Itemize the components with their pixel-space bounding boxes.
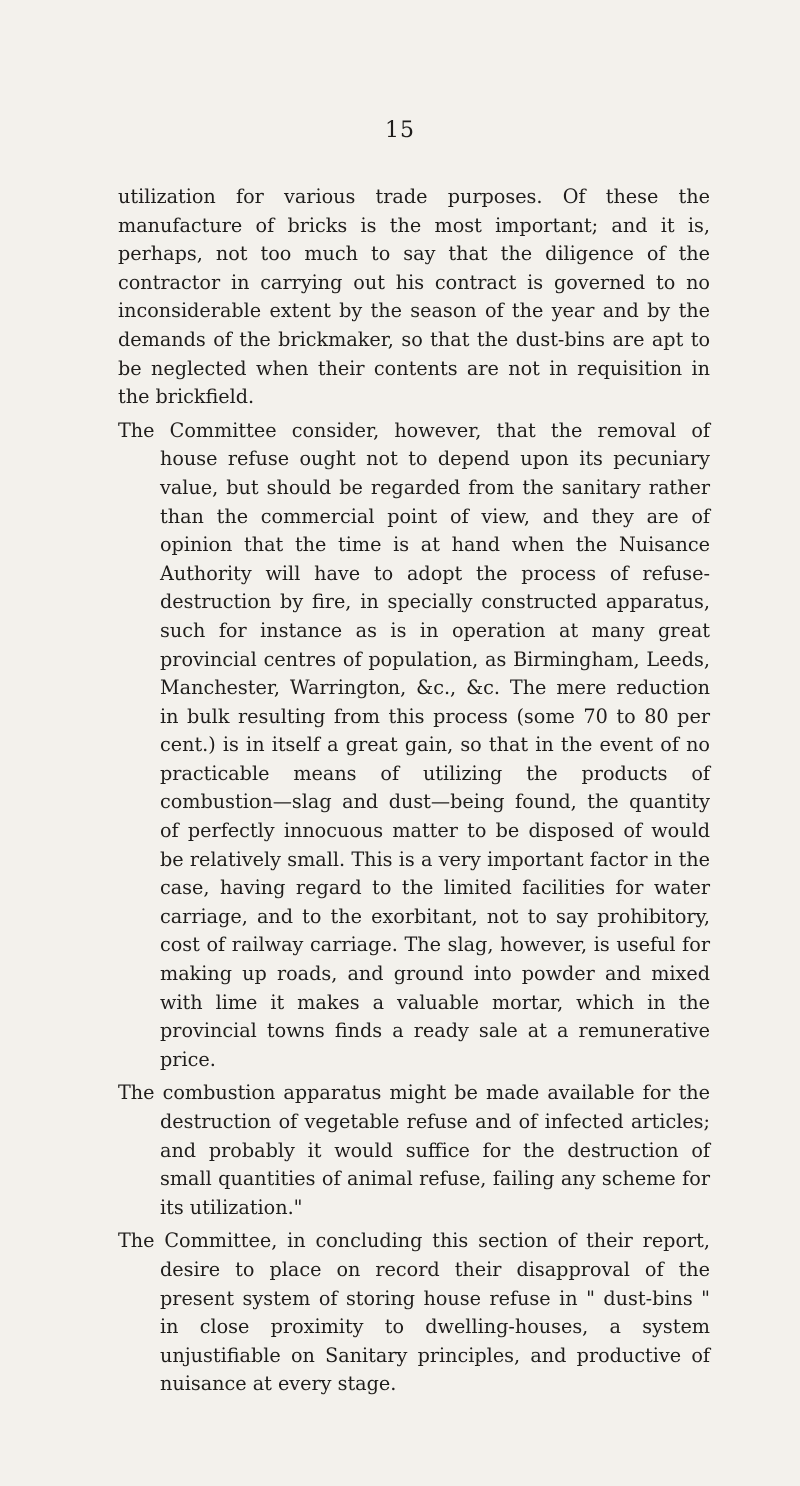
paragraph-refuse-destruction: The Committee consider, however, that the removal of house refuse ought not to depend upon its pecuniary value, but should be regarded from the sanitary rather than the commercial point of view, and they are of opinion that the time is at hand when the Nuisance Authority will have to adopt the process of refuse-destruction by fire, in specially constructed apparatus, such for instance as is in operation at many great provincial centres of population, as Birmingham, Leeds, Manchester, Warrington, &c., &c. The mere reduction in bulk resulting from this process (some 70 to 80 per cent.) is in itself a great gain, so that in the event of no practicable means of utilizing the products of combustion—slag and dust—being found, the quantity of perfectly innocuous matter to be disposed of would be relatively small. This is a very important factor in the case, having regard to the limited facilities for water carriage, and to the exorbitant, not to say prohibitory, cost of railway carriage. The slag, however, is useful for making up roads, and ground into powder and mixed with lime it makes a valuable mortar, which in the provincial towns finds a ready sale at a remunerative price. [118, 418, 710, 1071]
paragraph-conclusion: The Committee, in concluding this section of their report, desire to place on record their disapproval of the present system of storing house refuse in " dust-bins " in close proximity to dwelling-houses, a system unjustifiable on Sanitary principles, and productive of nuisance at every stage. [118, 1229, 710, 1396]
paragraph-combustion-apparatus: The combustion apparatus might be made available for the destruction of vegetable refuse and of infected articles; and probably it would suffice for the destruction of small quantities of animal refuse, failing any scheme for its utilization." [118, 1081, 710, 1219]
paragraph-continuation: utilization for various trade purposes. Of these the manufacture of bricks is the most important; and it is, perhaps, not too much to say that the diligence of the contractor in carrying out his contract is governed to no inconsiderable extent by the season of the year and by the demands of the brickmaker, so that the dust-bins are apt to be neglected when their contents are not in requisition in the brickfield. [118, 185, 710, 409]
page-number: 15 [385, 118, 415, 143]
body-text [118, 183, 710, 1404]
